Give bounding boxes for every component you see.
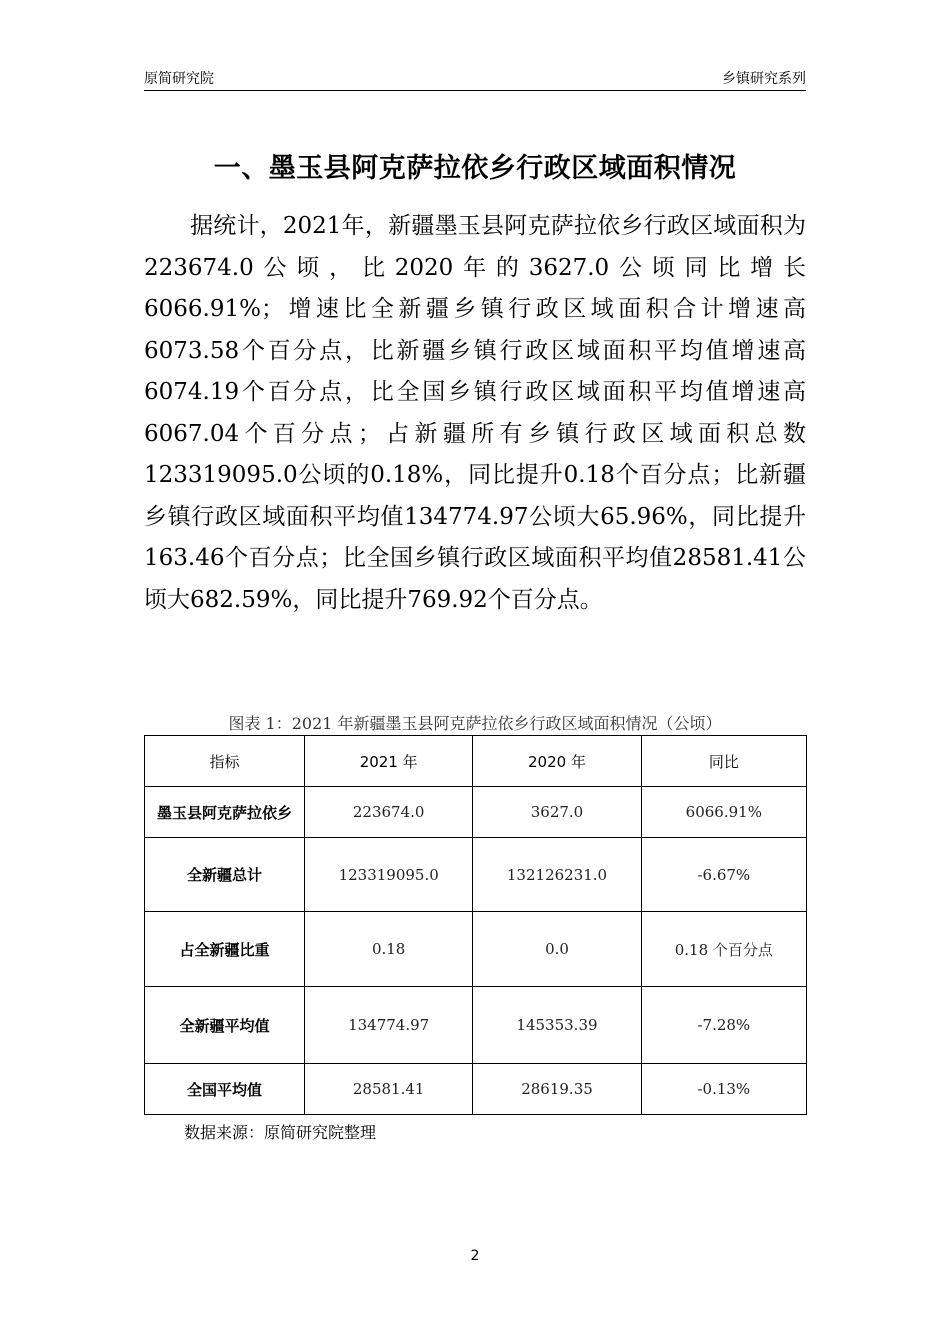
page-number: 2 [470,1248,480,1264]
table-row [145,987,807,1064]
table-header-cell: 2020 年 [473,736,641,787]
data-table [144,735,807,1115]
table-cell: 132126231.0 [473,838,641,912]
table-cell: 123319095.0 [305,838,473,912]
table-cell: 145353.39 [473,987,641,1064]
row-label: 全国平均值 [145,1064,305,1115]
header-left-text: 原简研究院 [144,71,214,87]
table-cell: 0.18 个百分点 [641,912,806,987]
row-label: 墨玉县阿克萨拉依乡 [145,787,305,838]
table-header-row [145,736,807,787]
table-cell: 28581.41 [305,1064,473,1115]
table-row [145,912,807,987]
table-header-cell: 2021 年 [305,736,473,787]
row-label: 占全新疆比重 [145,912,305,987]
table-row [145,787,807,838]
page-header [144,66,806,91]
row-label: 全新疆总计 [145,838,305,912]
table-cell: 3627.0 [473,787,641,838]
row-label: 全新疆平均值 [145,987,305,1064]
table-row [145,1064,807,1115]
section-title: 一、墨玉县阿克萨拉依乡行政区域面积情况 [213,153,737,184]
table-header-cell: 指标 [145,736,305,787]
table-header-cell: 同比 [641,736,806,787]
table-cell: 134774.97 [305,987,473,1064]
table-cell: -6.67% [641,838,806,912]
table-row [145,838,807,912]
table-cell: -7.28% [641,987,806,1064]
table-cell: 28619.35 [473,1064,641,1115]
table-cell: -0.13% [641,1064,806,1115]
body-paragraph: 据统计，2021年，新疆墨玉县阿克萨拉依乡行政区域面积为223674.0公顷，比2020年的3627.0公顷同比增长6066.91%；增速比全新疆乡镇行政区域面积合计增速高6073.58个百分点，比新疆乡镇行政区域面积平均值增速高6074.19个百分点，比全国乡镇行政区域面积平均值增速高6067.04个百分点；占新疆所有乡镇行政区域面积总数123319095.0公顷的0.18%，同比提升0.18个百分点；比新疆乡镇行政区域面积平均值134774.97公顷大65.96%，同比提升163.46个百分点；比全国乡镇行政区域面积平均值28581.41公顷大682.59%，同比提升769.92个百分点。 [144,213,806,613]
table-caption: 图表 1：2021 年新疆墨玉县阿克萨拉依乡行政区域面积情况（公顷） [228,714,722,733]
table-cell: 0.0 [473,912,641,987]
table-cell: 6066.91% [641,787,806,838]
data-source-note: 数据来源：原简研究院整理 [184,1123,377,1142]
table-cell: 0.18 [305,912,473,987]
header-right-text: 乡镇研究系列 [722,71,806,87]
table-cell: 223674.0 [305,787,473,838]
